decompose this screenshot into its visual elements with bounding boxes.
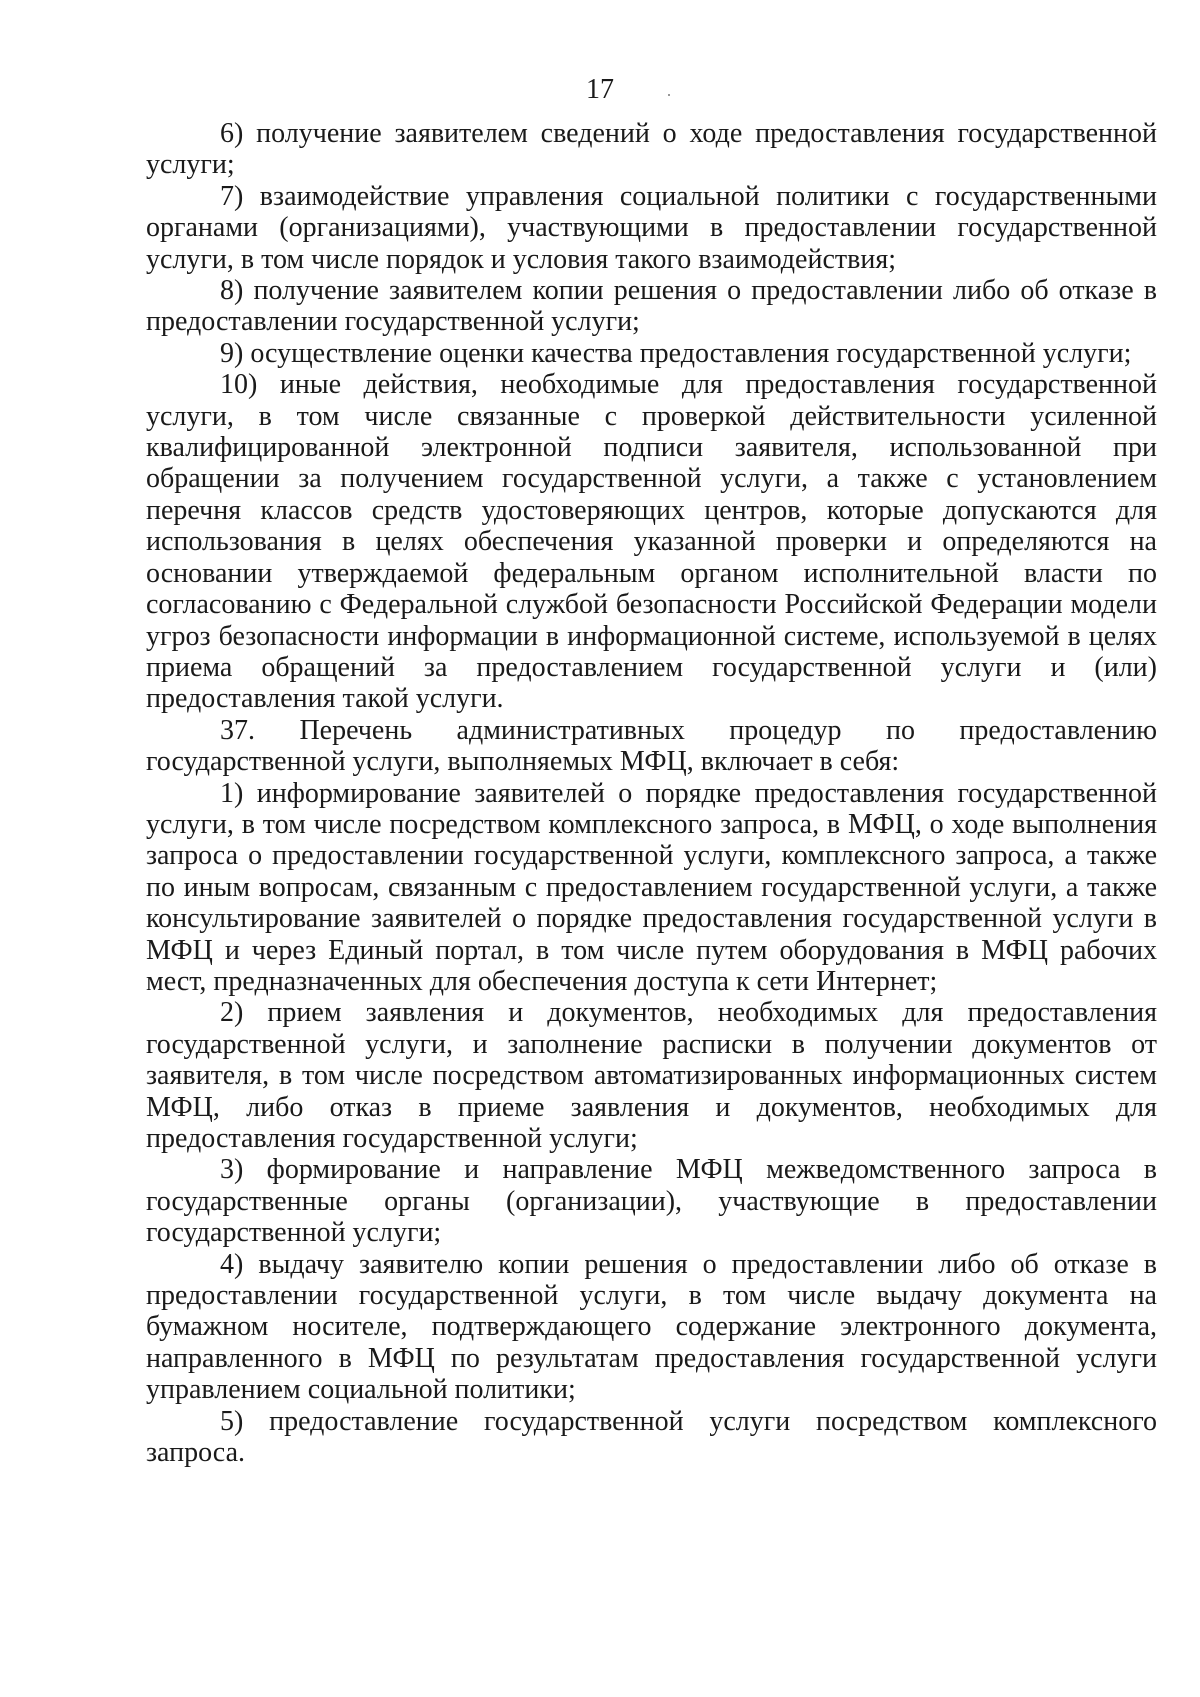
list-item-6: 6) получение заявителем сведений о ходе предоставления государственной услуги; <box>146 118 1157 181</box>
mfc-item-1: 1) информирование заявителей о порядке предоставления государственной услуги, в том числе посредством комплексного запроса, в МФЦ, о ходе выполнения запроса о предоставлении государственной услуги, комплексного запроса, а также по иным вопросам, связанным с предоставлением государственной услуги, а также консультирование заявителей о порядке предоставления государственной услуги в МФЦ и через Единый портал, в том числе путем оборудования в МФЦ рабочих мест, предназначенных для обеспечения доступа к сети Интернет; <box>146 777 1157 997</box>
mfc-item-2: 2) прием заявления и документов, необходимых для предоставления государственной услуги, и заполнение расписки в получении документов от заявителя, в том числе посредством автоматизированных информационных систем МФЦ, либо отказ в приеме заявления и документов, необходимых для предоставления государственной услуги; <box>146 997 1157 1154</box>
list-item-10: 10) иные действия, необходимые для предоставления государственной услуги, в том числе связанные с проверкой действительности усиленной квалифицированной электронной подписи заявителя, использованной при обращении за получением государственной услуги, а также с установлением перечня классов средств удостоверяющих центров, которые допускаются для использования в целях обеспечения указанной проверки и определяются на основании утверждаемой федеральным органом исполнительной власти по согласованию с Федеральной службой безопасности Российской Федерации модели угроз безопасности информации в информационной системе, используемой в целях приема обращений за предоставлением государственной услуги и (или) предоставления такой услуги. <box>146 369 1157 715</box>
document-body <box>146 118 1157 1468</box>
list-item-7: 7) взаимодействие управления социальной политики с государственными органами (организациями), участвующими в предоставлении государственной услуги, в том числе порядок и условия такого взаимодействия; <box>146 180 1157 275</box>
mfc-item-5: 5) предоставление государственной услуги посредством комплексного запроса. <box>146 1405 1157 1469</box>
mfc-item-3: 3) формирование и направление МФЦ межведомственного запроса в государственные органы (организации), участвующие в предоставлении государственной услуги; <box>146 1154 1157 1249</box>
page-number: 17 <box>586 74 614 105</box>
mfc-item-4: 4) выдачу заявителю копии решения о предоставлении либо об отказе в предоставлении государственной услуги, в том числе выдачу документа на бумажном носителе, подтверждающего содержание электронного документа, направленного в МФЦ по результатам предоставления государственной услуги управлением социальной политики; <box>146 1248 1157 1406</box>
scan-speck <box>668 94 670 96</box>
list-item-9: 9) осуществление оценки качества предоставления государственной услуги; <box>220 337 1132 369</box>
list-item-8: 8) получение заявителем копии решения о предоставлении либо об отказе в предоставлении государственной услуги; <box>146 275 1157 338</box>
section-37-heading: 37. Перечень административных процедур по предоставлению государственной услуги, выполняемых МФЦ, включает в себя: <box>146 714 1157 778</box>
